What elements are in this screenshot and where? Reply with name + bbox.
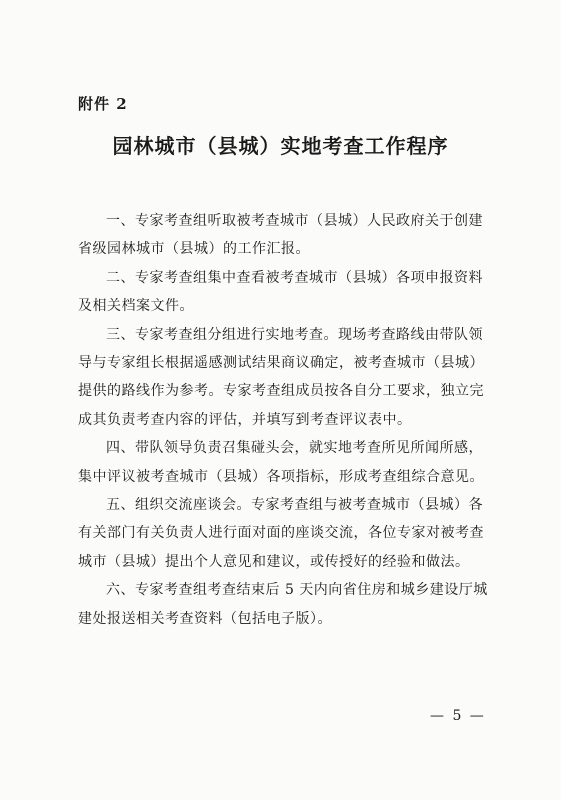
paragraph-line: 成其负责考查内容的评估，并填写到考查评议表中。 (78, 411, 412, 428)
paragraph-line: 集中评议被考查城市（县城）各项指标，形成考查组综合意见。 (78, 468, 484, 485)
paragraph-line: 六、专家考查组考查结束后 5 天内向省住房和城乡建设厅城 (106, 582, 488, 599)
paragraph-line: 及相关档案文件。 (78, 298, 194, 315)
attachment-label: 附件 2 (78, 95, 128, 113)
paragraph-line: 二、专家考查组集中查看被考查城市（县城）各项申报资料 (106, 269, 483, 286)
page-number: — 5 — (430, 708, 486, 724)
paragraph-line: 有关部门有关负责人进行面对面的座谈交流，各位专家对被考查 (78, 525, 484, 542)
paragraph-6 (78, 576, 491, 633)
document-body (78, 207, 491, 633)
paragraph-line: 建处报送相关考查资料（包括电子版）。 (78, 610, 332, 627)
paragraph-line: 城市（县城）提出个人意见和建议，或传授好的经验和做法。 (78, 553, 470, 570)
paragraph-3 (78, 321, 491, 435)
paragraph-line: 省级园林城市（县城）的工作汇报。 (78, 241, 310, 258)
paragraph-line: 四、带队领导负责召集碰头会，就实地考查所见所闻所感， (106, 440, 483, 457)
paragraph-line: 五、组织交流座谈会。专家考查组与被考查城市（县城）各 (106, 497, 483, 514)
paragraph-line: 三、专家考查组分组进行实地考查。现场考查路线由带队领 (106, 326, 483, 343)
document-title: 园林城市（县城）实地考查工作程序 (112, 134, 449, 158)
paragraph-1 (78, 207, 491, 264)
paragraph-5 (78, 491, 491, 576)
paragraph-line: 一、专家考查组听取被考查城市（县城）人民政府关于创建 (106, 213, 483, 229)
paragraph-line: 提供的路线作为参考。专家考查组成员按各自分工要求，独立完 (78, 383, 484, 400)
paragraph-line: 导与专家组长根据遥感测试结果商议确定，被考查城市（县城） (78, 355, 484, 372)
paragraph-4 (78, 434, 491, 491)
paragraph-2 (78, 264, 491, 321)
